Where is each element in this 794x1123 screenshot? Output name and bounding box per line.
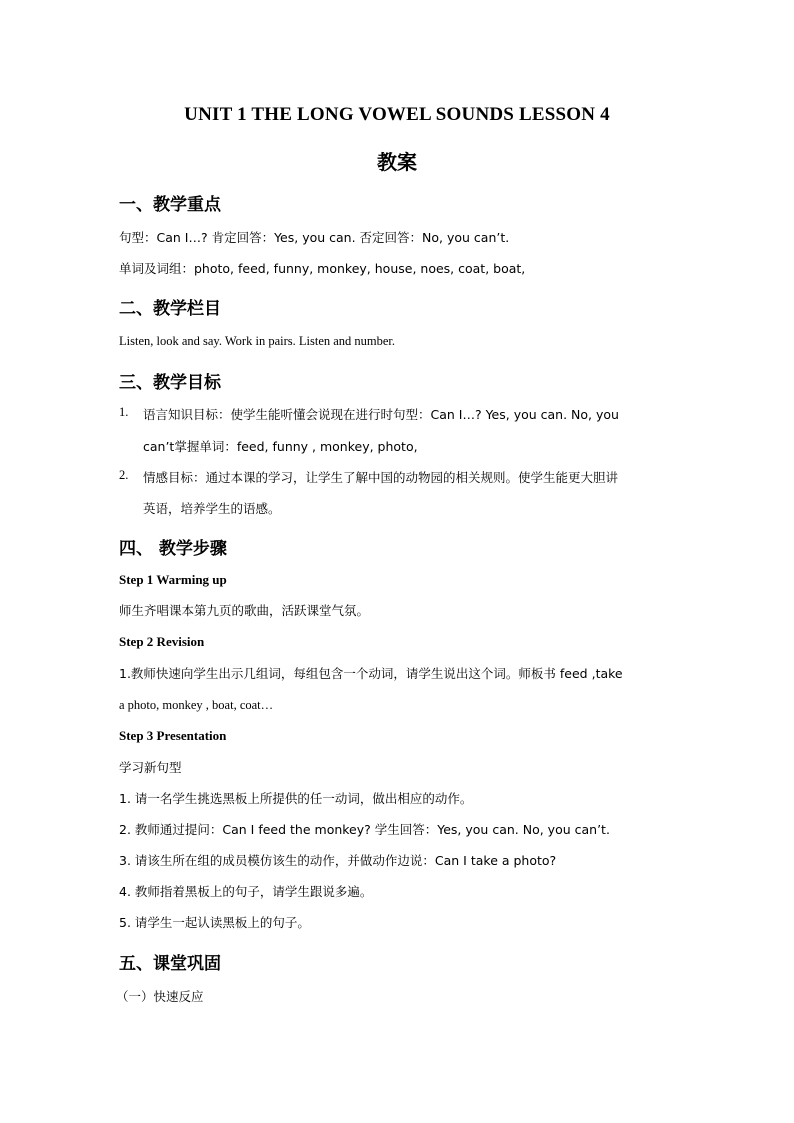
quick-response-subheading: （一）快速反应 bbox=[116, 989, 204, 1004]
step-1-title: Step 1 Warming up bbox=[119, 572, 227, 587]
step-2-title: Step 2 Revision bbox=[119, 634, 205, 649]
activities-line: Listen, look and say. Work in pairs. Listen and number. bbox=[119, 334, 396, 348]
objective-number-2: 2. bbox=[119, 468, 129, 482]
objective-number-1: 1. bbox=[119, 405, 129, 419]
vocabulary-line: 单词及词组：photo, feed, funny, monkey, house, noes, coat, boat, bbox=[119, 261, 526, 276]
objective-1-line-2: can’t掌握单词：feed, funny , monkey, photo, bbox=[143, 439, 418, 454]
sentence-pattern-line: 句型：Can I…? 肯定回答：Yes, you can. 否定回答：No, you can’t. bbox=[119, 230, 510, 245]
section-heading-objectives: 三、教学目标 bbox=[119, 373, 221, 393]
section-heading-consolidation: 五、课堂巩固 bbox=[119, 954, 221, 974]
section-heading-columns: 二、教学栏目 bbox=[119, 299, 221, 319]
step-3-intro: 学习新句型 bbox=[119, 760, 182, 775]
step-2-line-1: 1.教师快速向学生出示几组词，每组包含一个动词，请学生说出这个词。师板书 feed ,take bbox=[119, 666, 623, 681]
document-subtitle: 教案 bbox=[377, 150, 417, 174]
objective-1-line-1: 语言知识目标：使学生能听懂会说现在进行时句型：Can I…? Yes, you can. No, you bbox=[143, 407, 619, 422]
section-heading-steps: 四、 教学步骤 bbox=[119, 539, 227, 559]
objective-2-line-1: 情感目标：通过本课的学习，让学生了解中国的动物园的相关规则。使学生能更大胆讲 bbox=[143, 470, 619, 485]
step-3-item: 2. 教师通过提问：Can I feed the monkey? 学生回答：Yes, you can. No, you can’t. bbox=[119, 822, 610, 837]
step-2-line-2: a photo, monkey , boat, coat… bbox=[119, 698, 274, 712]
step-1-text: 师生齐唱课本第九页的歌曲，活跃课堂气氛。 bbox=[119, 603, 370, 618]
step-3-item: 4. 教师指着黑板上的句子，请学生跟说多遍。 bbox=[119, 884, 373, 899]
section-heading-key-points: 一、教学重点 bbox=[119, 195, 221, 215]
step-3-title: Step 3 Presentation bbox=[119, 728, 227, 743]
step-3-item: 1. 请一名学生挑选黑板上所提供的任一动词，做出相应的动作。 bbox=[119, 791, 473, 806]
step-3-item: 3. 请该生所在组的成员模仿该生的动作，并做动作边说：Can I take a photo? bbox=[119, 853, 557, 868]
document-title: UNIT 1 THE LONG VOWEL SOUNDS LESSON 4 bbox=[184, 104, 610, 125]
step-3-item: 5. 请学生一起认读黑板上的句子。 bbox=[119, 915, 310, 930]
objective-2-line-2: 英语，培养学生的语感。 bbox=[143, 501, 281, 516]
